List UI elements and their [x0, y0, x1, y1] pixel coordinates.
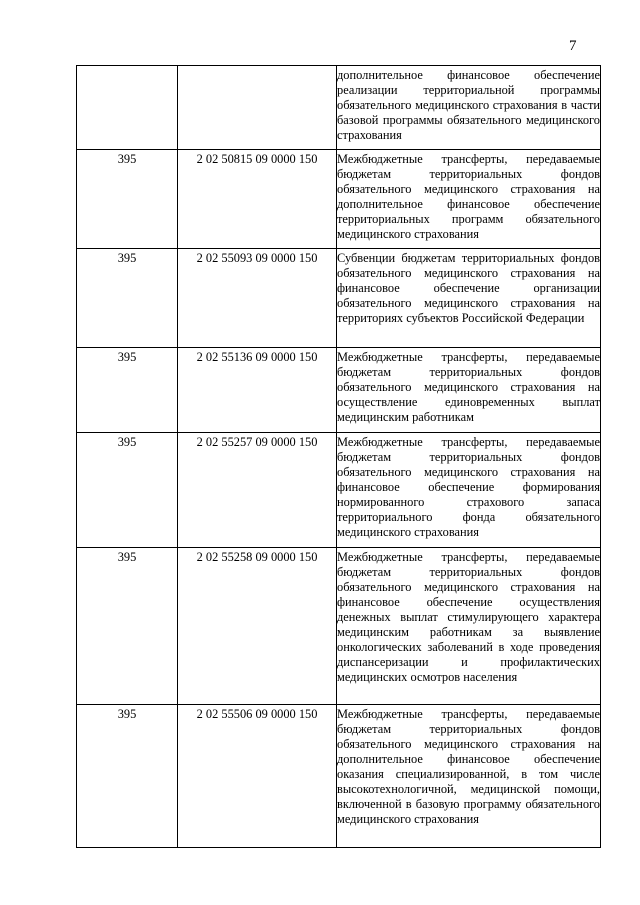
revenue-name-cell: Межбюджетные трансферты, передаваемые бюджетам территориальных фондов обязательного медицинского страхования на осуществление единовременных выплат медицинским работникам [337, 348, 601, 433]
admin-code-cell [77, 66, 178, 150]
admin-code-cell: 395 [77, 548, 178, 705]
table-row [77, 66, 601, 150]
table-row [77, 705, 601, 848]
revenue-name-cell: дополнительное финансовое обеспечение реализации территориальной программы обязательного медицинского страхования в части базовой программы обязательного медицинского страхования [337, 66, 601, 150]
revenue-name-cell: Межбюджетные трансферты, передаваемые бюджетам территориальных фондов обязательного медицинского страхования на дополнительное финансовое обеспечение территориальных программ обязательного медицинского страхования [337, 150, 601, 249]
revenue-code-cell: 2 02 55506 09 0000 150 [178, 705, 337, 848]
budget-revenue-table [76, 65, 601, 848]
revenue-name-cell: Межбюджетные трансферты, передаваемые бюджетам территориальных фондов обязательного медицинского страхования на финансовое обеспечение формирования нормированного страхового запаса территориального фонда обязательного медицинского страхования [337, 433, 601, 548]
revenue-name-cell: Субвенции бюджетам территориальных фондов обязательного медицинского страхования на финансовое обеспечение организации обязательного медицинского страхования на территориях субъектов Российской Федерации [337, 249, 601, 348]
table-row [77, 150, 601, 249]
admin-code-cell: 395 [77, 249, 178, 348]
revenue-code-cell: 2 02 55093 09 0000 150 [178, 249, 337, 348]
admin-code-cell: 395 [77, 348, 178, 433]
table-row [77, 249, 601, 348]
admin-code-cell: 395 [77, 150, 178, 249]
revenue-code-cell [178, 66, 337, 150]
revenue-code-cell: 2 02 55257 09 0000 150 [178, 433, 337, 548]
table-row [77, 433, 601, 548]
table-row [77, 348, 601, 433]
revenue-code-cell: 2 02 50815 09 0000 150 [178, 150, 337, 249]
revenue-name-cell: Межбюджетные трансферты, передаваемые бюджетам территориальных фондов обязательного медицинского страхования на финансовое обеспечение осуществления денежных выплат стимулирующего характера медицинским работникам за выявление онкологических заболеваний в ходе проведения диспансеризации и профилактических медицинских осмотров населения [337, 548, 601, 705]
revenue-code-cell: 2 02 55258 09 0000 150 [178, 548, 337, 705]
revenue-name-cell: Межбюджетные трансферты, передаваемые бюджетам территориальных фондов обязательного медицинского страхования на дополнительное финансовое обеспечение оказания специализированной, в том числе высокотехнологичной, медицинской помощи, включенной в базовую программу обязательного медицинского страхования [337, 705, 601, 848]
page-number: 7 [569, 38, 577, 54]
revenue-code-cell: 2 02 55136 09 0000 150 [178, 348, 337, 433]
admin-code-cell: 395 [77, 705, 178, 848]
table-row [77, 548, 601, 705]
admin-code-cell: 395 [77, 433, 178, 548]
